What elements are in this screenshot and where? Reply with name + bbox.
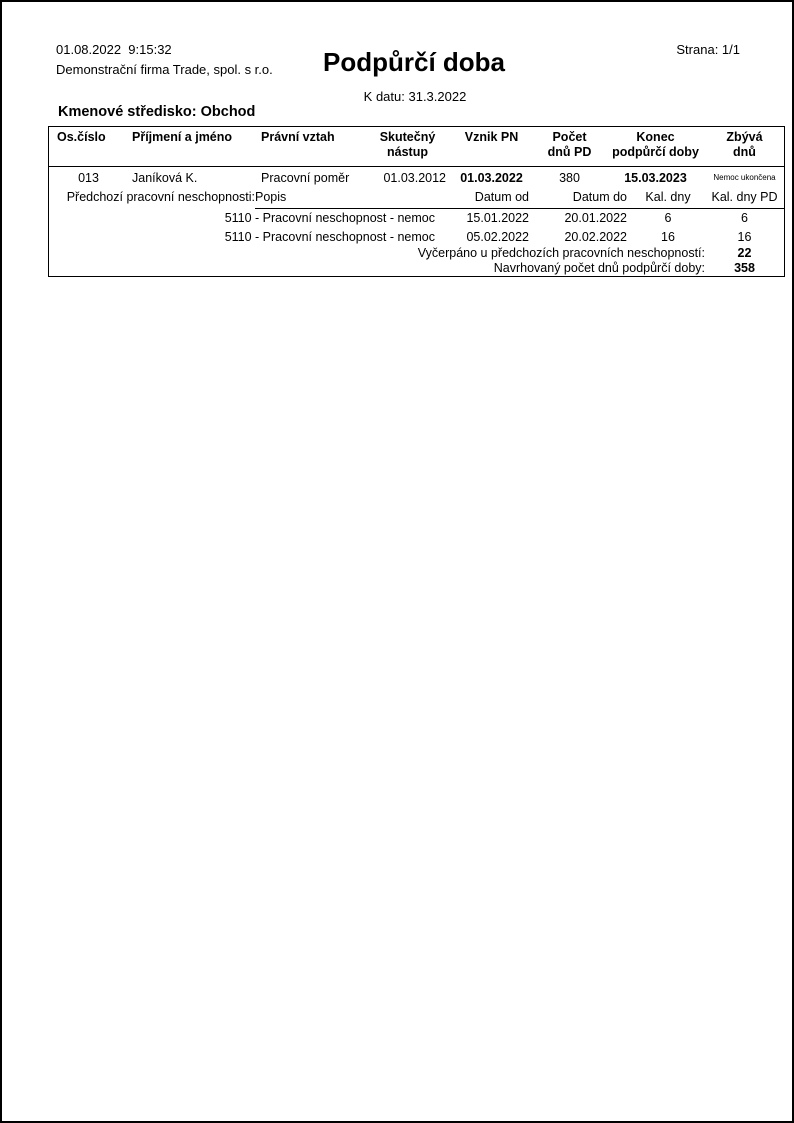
previous-incapacities-label: Předchozí pracovní neschopnosti: bbox=[66, 190, 255, 204]
pn-start-cell: 01.03.2022 bbox=[460, 171, 523, 185]
summary-row-used-days bbox=[49, 246, 784, 261]
column-header-label: dnů PD bbox=[547, 145, 592, 159]
column-header-label: Zbývá bbox=[726, 130, 763, 144]
sub-header-underline-group bbox=[255, 189, 784, 209]
absence-description-cell: 5110 - Pracovní neschopnost - nemoc bbox=[224, 211, 435, 225]
cost-center-heading: Kmenové středisko: Obchod bbox=[58, 104, 256, 120]
column-header-label: Skutečný bbox=[379, 130, 436, 144]
table-header-row bbox=[49, 127, 784, 167]
column-header-zbyva-dnu bbox=[705, 130, 784, 166]
company-name: Demonstrační firma Trade, spol. s r.o. bbox=[56, 62, 273, 77]
sub-column-popis: Popis bbox=[255, 190, 287, 204]
legal-relation-cell: Pracovní poměr bbox=[261, 171, 350, 185]
absence-cal-days-cell: 16 bbox=[661, 230, 675, 244]
summary-label: Navrhovaný počet dnů podpůrčí doby: bbox=[493, 261, 705, 275]
column-header-skutecny-nastup bbox=[365, 130, 450, 166]
column-header-label: Konec bbox=[636, 130, 675, 144]
employee-number-cell: 013 bbox=[78, 171, 99, 185]
sub-column-datum-do: Datum do bbox=[572, 190, 627, 204]
absence-row bbox=[49, 208, 784, 228]
absence-cal-days-pd-cell: 16 bbox=[737, 230, 752, 244]
page-number: Strana: 1/1 bbox=[676, 42, 740, 57]
summary-row-proposed-days bbox=[49, 261, 784, 276]
column-header-label: Os.číslo bbox=[57, 130, 106, 144]
pd-days-count-cell: 380 bbox=[559, 171, 580, 185]
summary-value: 22 bbox=[737, 246, 752, 260]
summary-label: Vyčerpáno u předchozích pracovních neschopností: bbox=[417, 246, 705, 260]
column-header-label: Právní vztah bbox=[261, 130, 335, 144]
absence-cal-days-pd-cell: 6 bbox=[741, 211, 748, 225]
support-period-end-cell: 15.03.2023 bbox=[624, 171, 687, 185]
absence-date-to-cell: 20.02.2022 bbox=[564, 230, 627, 244]
column-header-vznik-pn bbox=[450, 130, 533, 166]
sub-column-kal-dny-pd: Kal. dny PD bbox=[711, 190, 778, 204]
sub-column-kal-dny: Kal. dny bbox=[645, 190, 691, 204]
sub-column-datum-od: Datum od bbox=[474, 190, 529, 204]
absence-description-cell: 5110 - Pracovní neschopnost - nemoc bbox=[224, 230, 435, 244]
column-header-os-cislo bbox=[49, 130, 128, 166]
absence-date-from-cell: 05.02.2022 bbox=[466, 230, 529, 244]
absence-cal-days-cell: 6 bbox=[664, 211, 672, 225]
column-header-label: dnů bbox=[733, 145, 756, 159]
column-header-prijmeni-jmeno bbox=[128, 130, 255, 166]
actual-start-cell: 01.03.2012 bbox=[383, 171, 446, 185]
employee-row bbox=[49, 167, 784, 189]
summary-value: 358 bbox=[734, 261, 755, 275]
support-period-table bbox=[48, 126, 785, 277]
as-of-date: K datu: 31.3.2022 bbox=[363, 89, 467, 104]
absence-date-to-cell: 20.01.2022 bbox=[564, 211, 627, 225]
remaining-days-note-cell: Nemoc ukončena bbox=[713, 173, 776, 182]
sub-header-row bbox=[49, 189, 784, 208]
absence-row bbox=[49, 228, 784, 246]
absence-date-from-cell: 15.01.2022 bbox=[466, 211, 529, 225]
column-header-label: podpůrčí doby bbox=[612, 145, 699, 159]
column-header-pravni-vztah bbox=[255, 130, 365, 166]
column-header-label: Počet bbox=[552, 130, 587, 144]
column-header-pocet-dnu-pd bbox=[533, 130, 606, 166]
column-header-label: Vznik PN bbox=[464, 130, 519, 144]
report-title: Podpůrčí doba bbox=[323, 47, 505, 77]
employee-name-cell: Janíková K. bbox=[132, 171, 198, 185]
column-header-label: Příjmení a jméno bbox=[132, 130, 233, 144]
print-datetime: 01.08.2022 9:15:32 bbox=[56, 42, 172, 57]
column-header-konec-podpurci-doby bbox=[606, 130, 705, 166]
column-header-label: nástup bbox=[387, 145, 428, 159]
